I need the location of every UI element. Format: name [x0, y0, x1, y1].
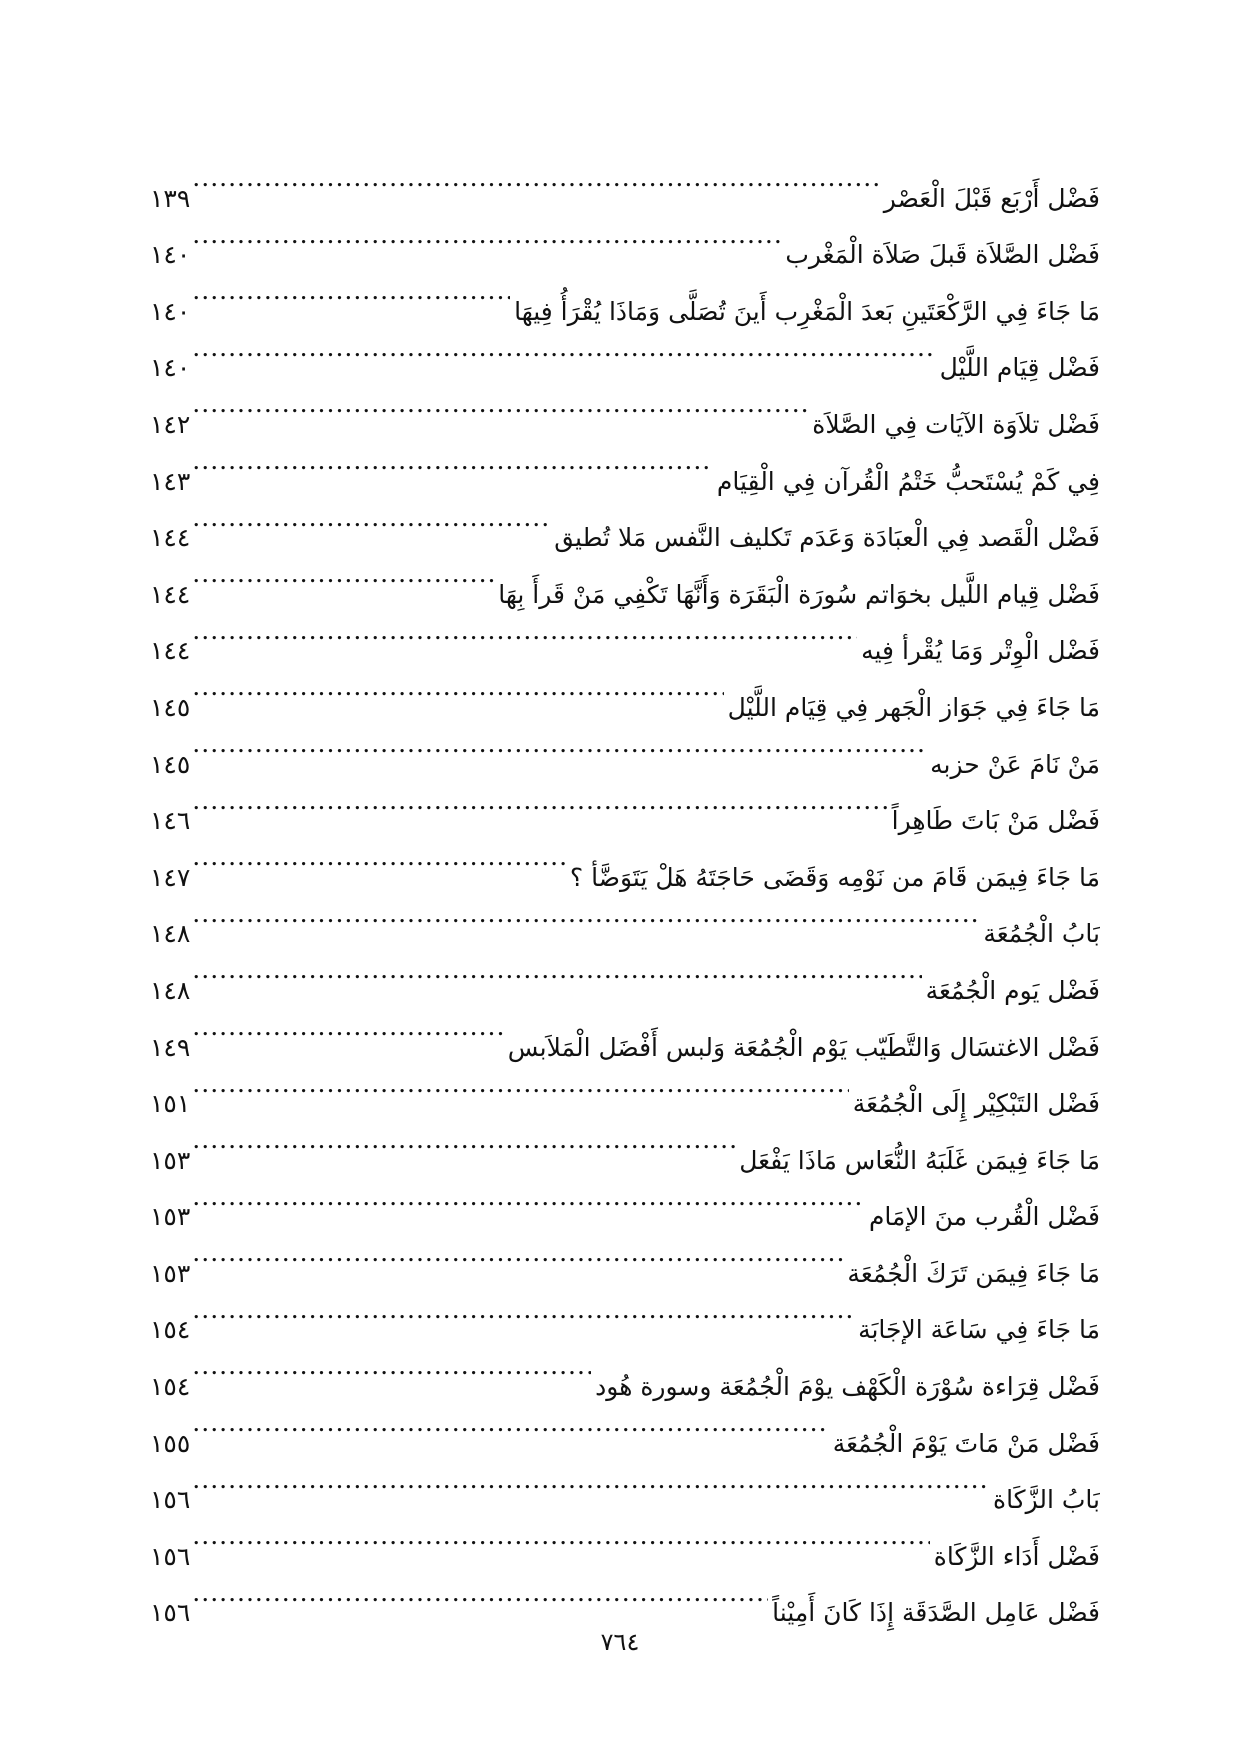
toc-entry-page: ١٤٥ [150, 692, 191, 722]
toc-entry-page: ١٤٦ [150, 806, 191, 836]
dot-leader [192, 1225, 843, 1282]
dot-leader [192, 603, 857, 660]
toc-entry-title: بَابُ الزَّكَاة [992, 1485, 1100, 1515]
toc-entry-page: ١٥٦ [150, 1541, 191, 1571]
toc-entry-title: بَابُ الْجُمُعَة [983, 919, 1100, 949]
dot-leader [192, 1508, 929, 1565]
toc-entry-page: ١٤٥ [150, 749, 191, 779]
toc-entry-page: ١٥٣ [150, 1145, 191, 1175]
toc-entry-page: ١٤٣ [150, 466, 191, 496]
toc-entry [150, 942, 1100, 1005]
toc-entry-page: ١٤٩ [150, 1032, 191, 1062]
toc-entry-page: ١٤٨ [150, 919, 191, 949]
toc-entry-title: مَا جَاءَ فِي الرَّكْعَتَينِ بَعدَ الْمَغْرِب أَينَ تُصَلَّى وَمَاذَا يُقْرَأُ فِيهَا [514, 296, 1100, 326]
toc-entry-title: فَضْل عَامِل الصَّدَقَة إِذَا كَانَ أَمِيْناً [772, 1598, 1100, 1628]
toc-entry [150, 150, 1100, 213]
toc-entry-title: مَا جَاءَ فِيمَن قَامَ من نَوْمِه وَقَضَى حَاجَتَهُ هَلْ يَتَوَضَّأ ؟ [569, 862, 1100, 892]
toc-entry-page: ١٥٣ [150, 1202, 191, 1232]
toc-entry [150, 1452, 1100, 1515]
toc-entry-title: فَضْل مَنْ مَاتَ يَوْمَ الْجُمُعَة [832, 1428, 1100, 1458]
toc-entry-title: فَضْل مَنْ بَاتَ طَاهِراً [891, 806, 1100, 836]
toc-entry-title: فَضْل الْقَصد فِي الْعبَادَة وَعَدَم تَكليف النَّفس مَلا تُطيق [554, 523, 1100, 553]
dot-leader [192, 1282, 854, 1339]
toc-entry-title: فَضْل الاغتسَال وَالتَّطَيّب يَوْم الْجُمُعَة وَلبس أَفْضَل الْمَلاَبس [507, 1032, 1100, 1062]
toc-entry-page: ١٤٢ [150, 409, 191, 439]
dot-leader [192, 433, 713, 490]
toc-entry-page: ١٤٠ [150, 240, 191, 270]
dot-leader [192, 546, 494, 603]
toc-entry-title: فَضْل أَدَاء الزَّكَاة [933, 1541, 1100, 1571]
toc-entry-page: ١٥٤ [150, 1372, 191, 1402]
toc-entry-title: فَضْل الْوِتْر وَمَا يُقْرأ فِيه [861, 636, 1100, 666]
dot-leader [192, 490, 550, 547]
toc-entry-page: ١٤٤ [150, 579, 191, 609]
toc-entry [150, 886, 1100, 949]
toc-entry-page: ١٤٤ [150, 523, 191, 553]
toc-entry-page: ١٥٣ [150, 1258, 191, 1288]
toc-entry-page: ١٤٧ [150, 862, 191, 892]
toc-entry [150, 1508, 1100, 1571]
toc-entry-title: مَا جَاءَ فِي جَوَاز الْجَهر فِي قِيَام اللَّيْل [727, 692, 1100, 722]
dot-leader [192, 1395, 828, 1452]
toc-entry-title: مَا جَاءَ فِيمَن تَرَكَ الْجُمُعَة [847, 1258, 1100, 1288]
toc-entry-title: فَضْل الْقُرب منَ الإمَام [868, 1202, 1100, 1232]
dot-leader [192, 773, 887, 830]
toc-entry-page: ١٥٦ [150, 1598, 191, 1628]
page-number: ٧٦٤ [600, 1628, 640, 1656]
toc-entry-page: ١٤٨ [150, 975, 191, 1005]
toc-entry-title: فَضْل قِيام اللَّيل بخوَاتم سُورَة الْبَقَرَة وَأَنَّهَا تَكْفِي مَنْ قَرأَ بِهَا [498, 579, 1100, 609]
toc-entry-page: ١٥٦ [150, 1485, 191, 1515]
toc-entry-title: فَضْل يَوم الْجُمُعَة [925, 975, 1100, 1005]
dot-leader [192, 207, 781, 264]
dot-leader [192, 886, 979, 943]
toc-entry-page: ١٣٩ [150, 183, 191, 213]
dot-leader [192, 263, 510, 320]
toc-entry-title: مَا جَاءَ فِي سَاعَة الإجَابَة [858, 1315, 1100, 1345]
toc-entry-page: ١٥٤ [150, 1315, 191, 1345]
dot-leader [192, 942, 921, 999]
dot-leader [192, 1169, 865, 1226]
dot-leader [192, 1112, 735, 1169]
dot-leader [192, 1452, 989, 1509]
toc-entry-title: فَضْل الصَّلاَة قَبلَ صَلاَة الْمَغْرب [785, 240, 1100, 270]
dot-leader [192, 320, 935, 377]
toc-entry-title: فَضْل تلاَوَة الآيَات فِي الصَّلاَة [812, 409, 1100, 439]
toc-entry-title: فَضْل قِرَاءة سُوْرَة الْكَهْف يوْمَ الْجُمُعَة وسورة هُود [595, 1372, 1100, 1402]
dot-leader [192, 659, 723, 716]
toc-entry-title: فَضْل قِيَام اللَّيْل [939, 353, 1100, 383]
dot-leader [192, 1338, 591, 1395]
dot-leader [192, 716, 926, 773]
toc-entry-page: ١٥١ [150, 1089, 191, 1119]
toc-entry-title: فِي كَمْ يُسْتَحبُّ خَتْمُ الْقُرآن فِي الْقِيَام [716, 466, 1100, 496]
toc-entry-title: فَضْل أَرْبَع قَبْلَ الْعَصْر [883, 183, 1100, 213]
dot-leader [192, 1056, 848, 1113]
dot-leader [192, 1565, 768, 1622]
toc-entry-title: فَضْل التَبْكِيْر إِلَى الْجُمُعَة [852, 1089, 1100, 1119]
toc-entry-page: ١٤٠ [150, 353, 191, 383]
dot-leader [192, 999, 503, 1056]
toc-entry-page: ١٥٥ [150, 1428, 191, 1458]
dot-leader [192, 829, 566, 886]
toc-entry-page: ١٤٠ [150, 296, 191, 326]
dot-leader [192, 376, 808, 433]
toc-entry-page: ١٤٤ [150, 636, 191, 666]
table-of-contents [150, 150, 1100, 1628]
toc-entry-title: مَا جَاءَ فِيمَن غَلَبَهُ النُّعَاس مَاذَا يَفْعَل [739, 1145, 1100, 1175]
toc-entry-title: مَنْ نَامَ عَنْ حزبه [930, 749, 1100, 779]
dot-leader [192, 150, 879, 207]
